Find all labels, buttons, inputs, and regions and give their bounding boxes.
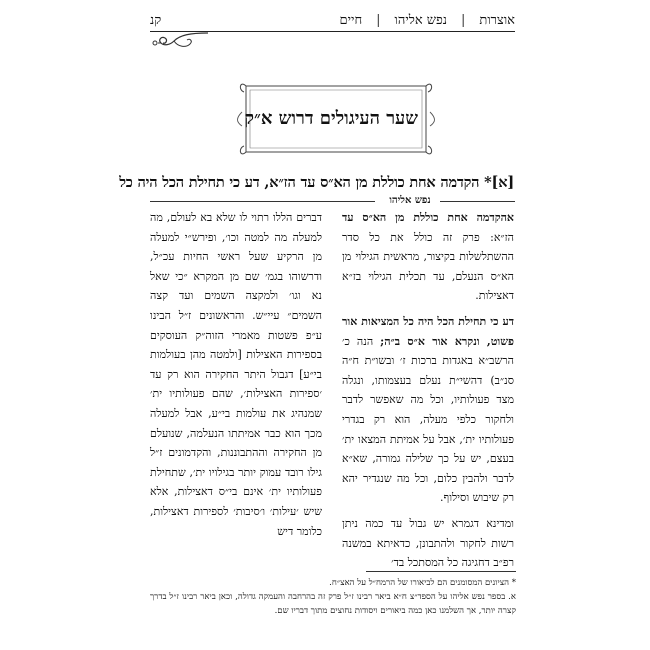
header-book-title: נפש אליהו <box>394 13 448 28</box>
title-frame <box>236 78 436 160</box>
commentary-paragraph <box>150 208 322 541</box>
header-separator: | <box>461 12 466 28</box>
commentary-left-column <box>150 208 322 547</box>
paragraph-body: הז״א: פרק זה כולל את כל סדר ההשתלשלות בקיצור, מראשית הגילוי מן הא״ס הנעלם, עד תכלית הגילוי בז״א דאצילות. <box>342 230 514 303</box>
paragraph-lead: אהקדמה אחת כוללת מן הא״ס עד <box>342 211 514 224</box>
header-page-label: קנ <box>150 13 162 28</box>
commentary-paragraph <box>342 312 514 508</box>
commentary-paragraph <box>342 514 514 573</box>
commentary-paragraph <box>342 208 514 306</box>
commentary-divider <box>150 194 515 208</box>
header-publisher: אוצרות <box>479 13 515 28</box>
footnote: * הציונים המסומנים הם לביאורו של הרמח״ל על האצ״ח. <box>329 578 516 588</box>
commentary-right-column <box>342 208 514 579</box>
paragraph-body: הנה כ׳ הרשב״א באגדות ברכות ז׳ ובשו״ת ח״ה סנ״ב) דהשי״ת נעלם בעצמותו, ונגלה מצד פעולותיו, וכל מה שאפשר לדבר ולחקור כלפי מעלה, הוא רק בגדרי פעולותיו ית׳, אבל על אמיתת המצאו ית׳ בעצם, יש על כך שלילה גמורה, שא״א לדבר ולהבין כלום, וכל מה שנגדיר יהא רק שיבוש וסילוף. <box>342 334 514 505</box>
footnote-rule <box>366 571 516 572</box>
paragraph-lead: דע כי תחילת הכל היה כל המציאות אור פשוט, ונקרא אור א״ס ב״ה; <box>342 314 514 348</box>
footnotes <box>150 576 516 618</box>
paragraph-body: ומדינא דגמרא יש גבול עד כמה ניתן רשות לחקור ולהתבונן, כדאיתא במשנה רפ״ב דחגיגה כל המסתכל בד׳ <box>342 516 514 570</box>
running-header <box>150 8 515 32</box>
main-text-line: [א]* הקדמה אחת כוללת מן הא״ס עד הז״א, דע כי תחילת הכל היה כל <box>119 174 514 191</box>
header-separator: | <box>376 12 381 28</box>
page-title: שער העיגולים דרוש א״ק <box>244 108 418 129</box>
paragraph-body: דברים הללו רתוי לו שלא בא לעולם, מה למעלה מה למטה וכו׳, ופירש״י למעלה מן הרקיע שעל ראשי החיות עכ״ל, ודרשוהו בגמ׳ שם מן המקרא ״כי שאל נא וגו׳ ולמקצה השמים ועד קצה השמים״ עיי״ש. והראשונים ז״ל הבינו ע״פ פשטות מאמרי הזוה״ק העוסקים בספירות האצילות [ולמטה מהן בעולמות בי״ע] דגבול היתר החקירה הוא רק עד ׳ספירות האצילות׳, שהם פעולותיו ית׳ שמנהיג את עולמות בי״ע, אבל למעלה מכך הוא כבר אמיתתו הנעלמה, שנועלם מן החקירה וההתבוננות, והקדמונים ז״ל גילו רובד עמוק יותר בגילויו ית׳, שתחילת פעולותיו ית׳ אינם בי״ס דאצילות, אלא שיש ׳עילות׳ ו׳סיבות׳ לספירות דאצילות, כלומר דיש <box>150 211 322 538</box>
footnote: א. בספר נפש אליהו על הספד״צ ח״א ביאר רבינו ז״ל פרק זה בהרחבה והעמקה גדולה, וכאן ביאר רבינו ז״ל בדרך קצרה יותר, אך השלמנו כאן כמה ביאורים ויסודות נחוצים מתוך דבריו שם. <box>150 592 516 616</box>
flourish-ornament-icon <box>150 31 210 53</box>
commentary-label: נפש אליהו <box>389 195 431 206</box>
header-section: חיים <box>339 13 363 28</box>
